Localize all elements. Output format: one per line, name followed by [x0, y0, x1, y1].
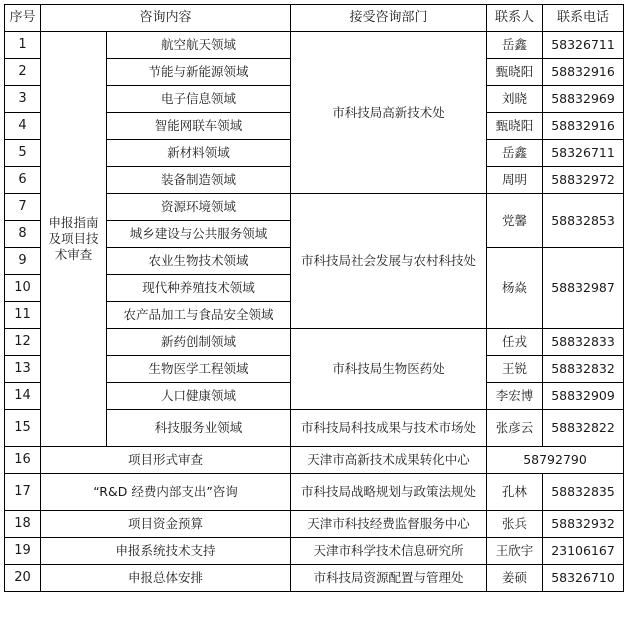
contact-cell: 张兵	[487, 511, 543, 538]
dept-cell-shengwu: 市科技局生物医药处	[291, 329, 487, 410]
dept-cell-gaoxin: 市科技局高新技术处	[291, 32, 487, 194]
contact-cell: 岳鑫	[487, 32, 543, 59]
content-cell: 智能网联车领域	[107, 113, 291, 140]
dept-cell-chengguo: 市科技局科技成果与技术市场处	[291, 410, 487, 447]
content-cell: 人口健康领域	[107, 383, 291, 410]
table-row	[5, 32, 624, 59]
dept-cell-shehui: 市科技局社会发展与农村科技处	[291, 194, 487, 329]
group-label-cell	[41, 32, 107, 447]
row-number: 5	[5, 140, 41, 167]
phone-cell: 58832822	[543, 410, 624, 447]
content-cell: 申报系统技术支持	[41, 538, 291, 565]
contact-cell: 刘晓	[487, 86, 543, 113]
phone-cell: 58832932	[543, 511, 624, 538]
phone-cell: 23106167	[543, 538, 624, 565]
row-number: 10	[5, 275, 41, 302]
header-contact: 联系人	[487, 5, 543, 32]
row-number: 2	[5, 59, 41, 86]
phone-cell-merged: 58832853	[543, 194, 624, 248]
content-cell: 现代种养殖技术领域	[107, 275, 291, 302]
content-cell: 科技服务业领域	[107, 410, 291, 447]
row-number: 16	[5, 447, 41, 474]
contact-cell: 李宏博	[487, 383, 543, 410]
phone-cell: 58326711	[543, 140, 624, 167]
contact-cell: 姜硕	[487, 565, 543, 592]
content-cell: 生物医学工程领域	[107, 356, 291, 383]
phone-cell: 58832916	[543, 113, 624, 140]
content-cell: 新材料领域	[107, 140, 291, 167]
row-number: 19	[5, 538, 41, 565]
header-content: 咨询内容	[41, 5, 291, 32]
phone-cell-merged: 58832987	[543, 248, 624, 329]
row-number: 13	[5, 356, 41, 383]
row-number: 12	[5, 329, 41, 356]
content-cell: “R&D 经费内部支出”咨询	[41, 474, 291, 511]
content-cell: 项目形式审查	[41, 447, 291, 474]
dept-cell: 市科技局资源配置与管理处	[291, 565, 487, 592]
dept-cell: 天津市科学技术信息研究所	[291, 538, 487, 565]
consultation-table	[4, 4, 624, 592]
row-number: 6	[5, 167, 41, 194]
row-number: 17	[5, 474, 41, 511]
phone-cell-merged: 58792790	[487, 447, 624, 474]
phone-cell: 58832833	[543, 329, 624, 356]
header-seq: 序号	[5, 5, 41, 32]
content-cell: 资源环境领域	[107, 194, 291, 221]
table-row	[5, 565, 624, 592]
phone-cell: 58832835	[543, 474, 624, 511]
contact-cell: 孔林	[487, 474, 543, 511]
group-label: 申报指南及项目技术审查	[48, 215, 99, 262]
content-cell: 农产品加工与食品安全领域	[107, 302, 291, 329]
row-number: 8	[5, 221, 41, 248]
row-number: 11	[5, 302, 41, 329]
row-number: 14	[5, 383, 41, 410]
phone-cell: 58832832	[543, 356, 624, 383]
content-cell: 申报总体安排	[41, 565, 291, 592]
row-number: 4	[5, 113, 41, 140]
dept-cell: 市科技局战略规划与政策法规处	[291, 474, 487, 511]
phone-cell: 58832916	[543, 59, 624, 86]
contact-cell-merged: 党馨	[487, 194, 543, 248]
dept-cell: 天津市高新技术成果转化中心	[291, 447, 487, 474]
header-row	[5, 5, 624, 32]
contact-cell: 甄晓阳	[487, 59, 543, 86]
contact-cell: 任戎	[487, 329, 543, 356]
phone-cell: 58832972	[543, 167, 624, 194]
header-dept: 接受咨询部门	[291, 5, 487, 32]
contact-cell-merged: 杨焱	[487, 248, 543, 329]
row-number: 3	[5, 86, 41, 113]
dept-cell: 天津市科技经费监督服务中心	[291, 511, 487, 538]
content-cell: 城乡建设与公共服务领域	[107, 221, 291, 248]
content-cell: 装备制造领域	[107, 167, 291, 194]
contact-cell: 周明	[487, 167, 543, 194]
phone-cell: 58326711	[543, 32, 624, 59]
content-cell: 项目资金预算	[41, 511, 291, 538]
row-number: 18	[5, 511, 41, 538]
table-row	[5, 511, 624, 538]
row-number: 9	[5, 248, 41, 275]
content-cell: 电子信息领域	[107, 86, 291, 113]
content-cell: 新药创制领域	[107, 329, 291, 356]
row-number: 7	[5, 194, 41, 221]
content-cell: 航空航天领域	[107, 32, 291, 59]
phone-cell: 58832969	[543, 86, 624, 113]
content-cell: 农业生物技术领域	[107, 248, 291, 275]
contact-cell: 甄晓阳	[487, 113, 543, 140]
row-number: 1	[5, 32, 41, 59]
phone-cell: 58326710	[543, 565, 624, 592]
table-row	[5, 538, 624, 565]
contact-cell: 岳鑫	[487, 140, 543, 167]
content-cell: 节能与新能源领域	[107, 59, 291, 86]
contact-cell: 王欣宇	[487, 538, 543, 565]
contact-cell: 张彦云	[487, 410, 543, 447]
phone-cell: 58832909	[543, 383, 624, 410]
row-number: 15	[5, 410, 41, 447]
table-row	[5, 474, 624, 511]
header-phone: 联系电话	[543, 5, 624, 32]
contact-cell: 王锐	[487, 356, 543, 383]
table-row	[5, 447, 624, 474]
row-number: 20	[5, 565, 41, 592]
